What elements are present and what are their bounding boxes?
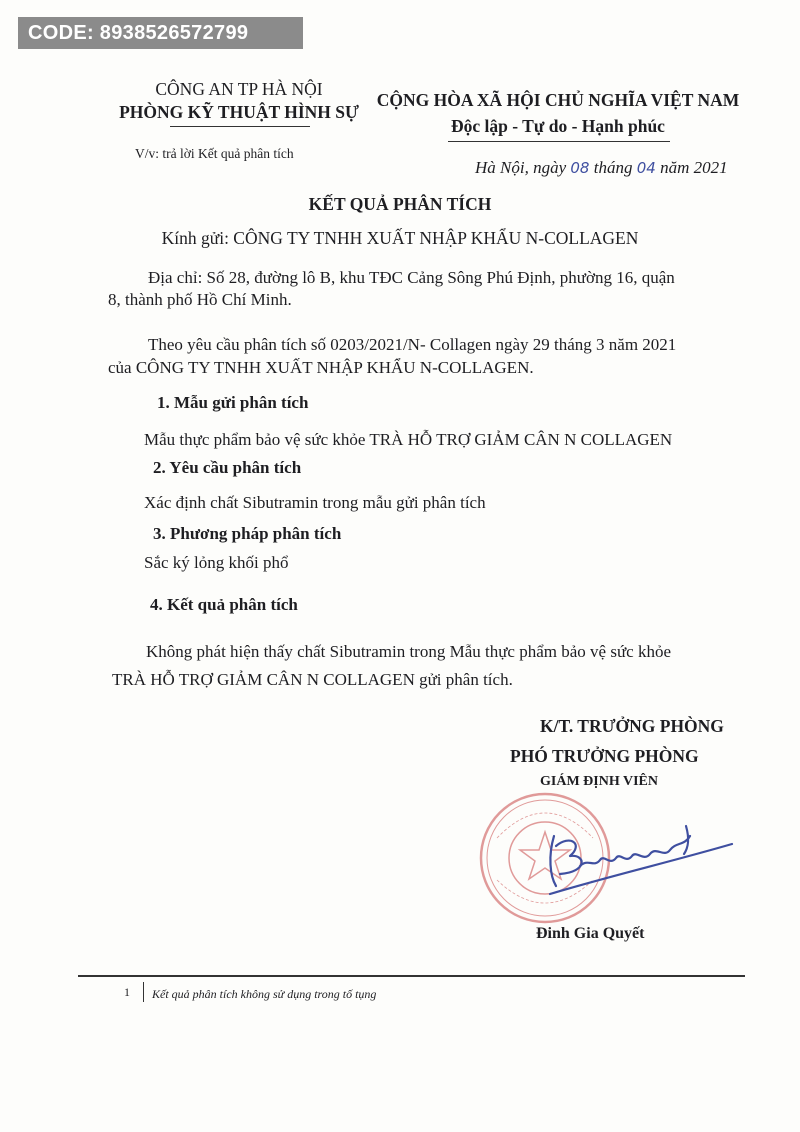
section-4-heading: 4. Kết quả phân tích [150, 595, 298, 614]
footnote-separator [78, 975, 745, 977]
conclusion-line1: Không phát hiện thấy chất Sibutramin trong Mẫu thực phẩm bảo vệ sức khỏe [146, 642, 672, 661]
national-motto: Độc lập - Tự do - Hạnh phúc [451, 116, 665, 136]
signature-title-3: GIÁM ĐỊNH VIÊN [540, 774, 658, 789]
date-day: 08 [570, 159, 590, 177]
recipient: Kính gửi: CÔNG TY TNHH XUẤT NHẬP KHẨU N-COLLAGEN [161, 228, 639, 248]
request-line1: Theo yêu cầu phân tích số 0203/2021/N- Collagen ngày 29 tháng 3 năm 2021 [148, 335, 677, 354]
footnote-text: Kết quả phân tích không sử dụng trong tố tụng [152, 987, 377, 1001]
motto-underline [448, 141, 670, 142]
reference-line: V/v: trả lời Kết quả phân tích [135, 146, 294, 161]
date-month: 04 [636, 159, 656, 177]
address-line1: Địa chỉ: Số 28, đường lô B, khu TĐC Cảng Sông Phú Định, phường 16, quận [148, 268, 675, 287]
date-suffix: năm 2021 [660, 158, 728, 177]
handwritten-signature-icon [540, 816, 740, 906]
conclusion-line2: TRÀ HỖ TRỢ GIẢM CÂN N COLLAGEN gửi phân tích. [112, 670, 513, 689]
code-banner: CODE: 8938526572799 [18, 17, 303, 49]
section-3-text: Sắc ký lỏng khối phổ [144, 553, 289, 572]
section-1-heading: 1. Mẫu gửi phân tích [157, 393, 309, 412]
signature-title-2: PHÓ TRƯỞNG PHÒNG [510, 746, 699, 766]
section-2-text: Xác định chất Sibutramin trong mẫu gửi phân tích [144, 493, 486, 512]
footnote-number: 1 [124, 985, 130, 999]
national-header [372, 88, 744, 138]
issuer-header [100, 78, 378, 124]
date-prefix: Hà Nội, ngày [475, 158, 567, 177]
issuer-line2: PHÒNG KỸ THUẬT HÌNH SỰ [119, 102, 359, 122]
section-2-heading: 2. Yêu cầu phân tích [153, 458, 302, 477]
issuer-underline [170, 126, 310, 127]
national-line1: CỘNG HÒA XÃ HỘI CHỦ NGHĨA VIỆT NAM [376, 90, 740, 110]
issuer-line1: CÔNG AN TP HÀ NỘI [155, 79, 323, 99]
address-line2: 8, thành phố Hồ Chí Minh. [108, 290, 292, 309]
date-month-label: tháng [593, 158, 633, 177]
section-3-heading: 3. Phương pháp phân tích [153, 524, 342, 543]
signer-name: Đinh Gia Quyết [536, 925, 645, 942]
document-title: KẾT QUẢ PHÂN TÍCH [308, 194, 492, 214]
footnote-divider [143, 982, 144, 1002]
request-line2: của CÔNG TY TNHH XUẤT NHẬP KHẨU N-COLLAGEN. [108, 358, 534, 377]
document-date [475, 158, 728, 178]
section-1-text: Mẫu thực phẩm bảo vệ sức khỏe TRÀ HỖ TRỢ GIẢM CÂN N COLLAGEN [144, 430, 673, 449]
signature-title-1: K/T. TRƯỞNG PHÒNG [540, 716, 724, 736]
